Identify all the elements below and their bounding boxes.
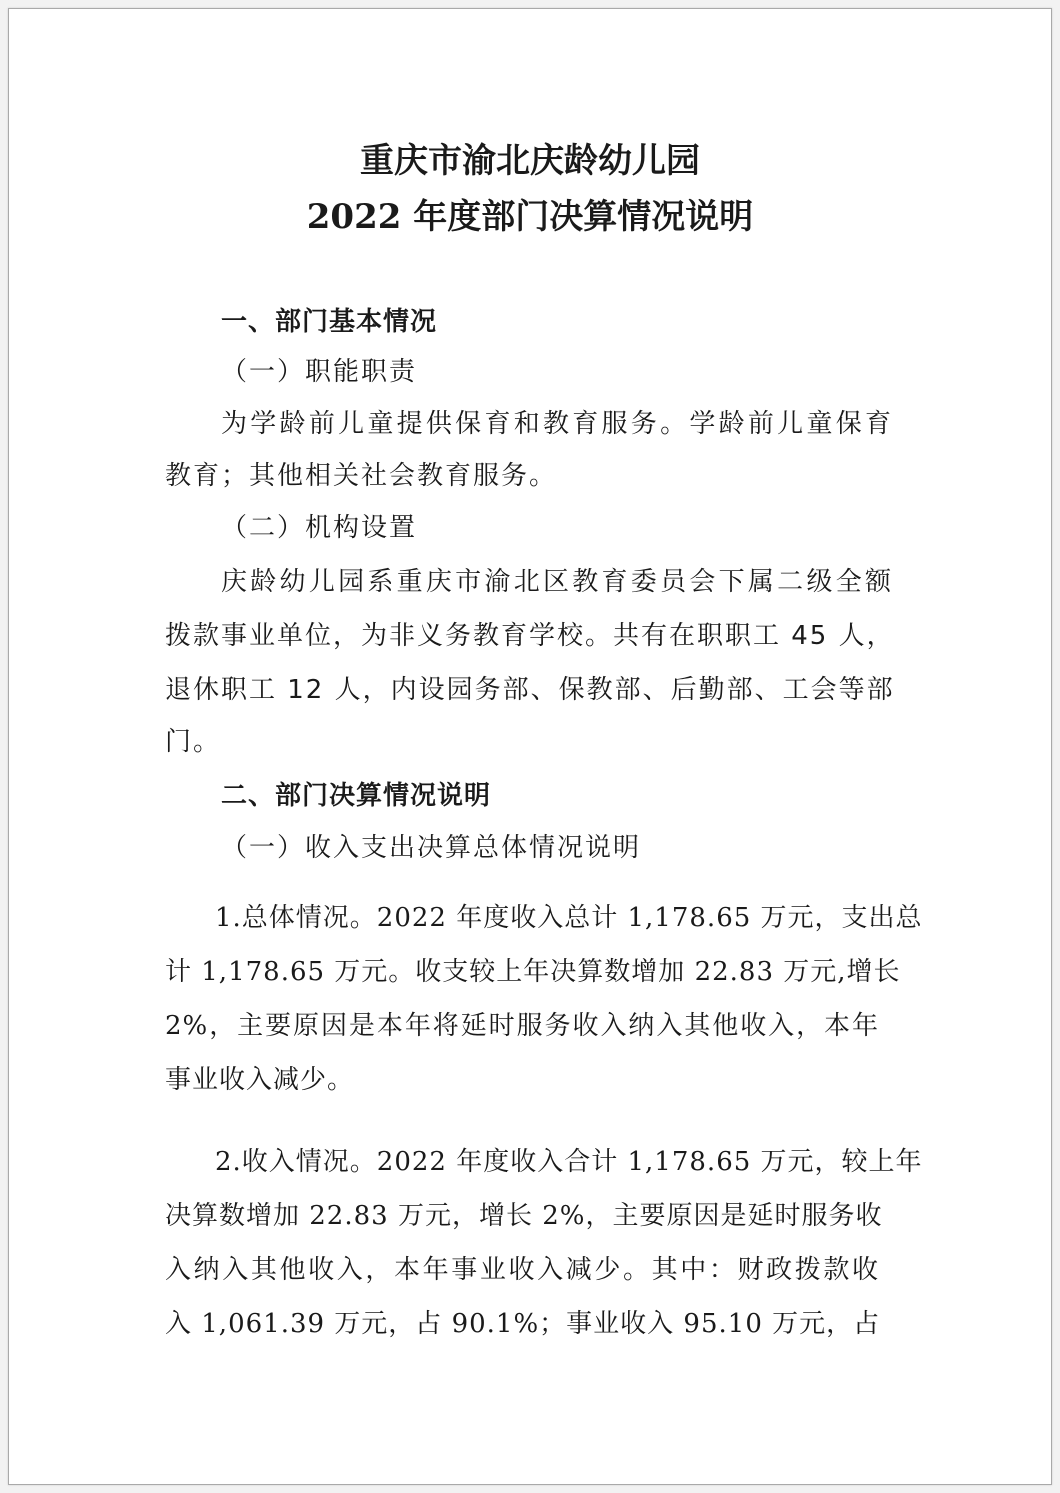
section2-sub1-heading: （一）收入支出决算总体情况说明: [221, 833, 642, 863]
document-title-line2: 2022 年度部门决算情况说明: [306, 197, 754, 237]
document-title-line1: 重庆市渝北庆龄幼儿园: [360, 141, 700, 181]
section1-sub2-line: 门。: [165, 727, 222, 757]
section1-sub2-line: 退休职工 12 人，内设园务部、保教部、后勤部、工会等部: [165, 675, 895, 705]
section2-para2-line: 决算数增加 22.83 万元，增长 2%，主要原因是延时服务收: [165, 1201, 883, 1231]
section1-heading: 一、部门基本情况: [221, 307, 438, 337]
section1-sub2-line: 拨款事业单位，为非义务教育学校。共有在职职工 45 人，: [165, 621, 895, 651]
section2-para1-line: 2%，主要原因是本年将延时服务收入纳入其他收入，本年: [165, 1011, 879, 1041]
section1-sub2-heading: （二）机构设置: [221, 513, 418, 543]
section1-sub1-line: 为学龄前儿童提供保育和教育服务。学龄前儿童保育: [221, 409, 893, 439]
section1-sub2-line: 庆龄幼儿园系重庆市渝北区教育委员会下属二级全额: [221, 567, 893, 597]
document-page: [8, 8, 1052, 1485]
section2-para2-line: 入 1,061.39 万元，占 90.1%；事业收入 95.10 万元，占: [165, 1309, 881, 1339]
section2-para1-line: 计 1,178.65 万元。收支较上年决算数增加 22.83 万元,增长: [165, 957, 901, 987]
section1-sub1-heading: （一）职能职责: [221, 357, 418, 387]
section2-para1-line: 事业收入减少。: [165, 1065, 355, 1095]
section1-sub1-line: 教育；其他相关社会教育服务。: [165, 461, 558, 491]
section2-para2-line: 入纳入其他收入，本年事业收入减少。其中：财政拨款收: [165, 1255, 879, 1285]
section2-para2-line: 2.收入情况。2022 年度收入合计 1,178.65 万元，较上年: [215, 1147, 923, 1177]
section2-para1-line: 1.总体情况。2022 年度收入总计 1,178.65 万元，支出总: [215, 903, 923, 933]
section2-heading: 二、部门决算情况说明: [221, 781, 492, 811]
